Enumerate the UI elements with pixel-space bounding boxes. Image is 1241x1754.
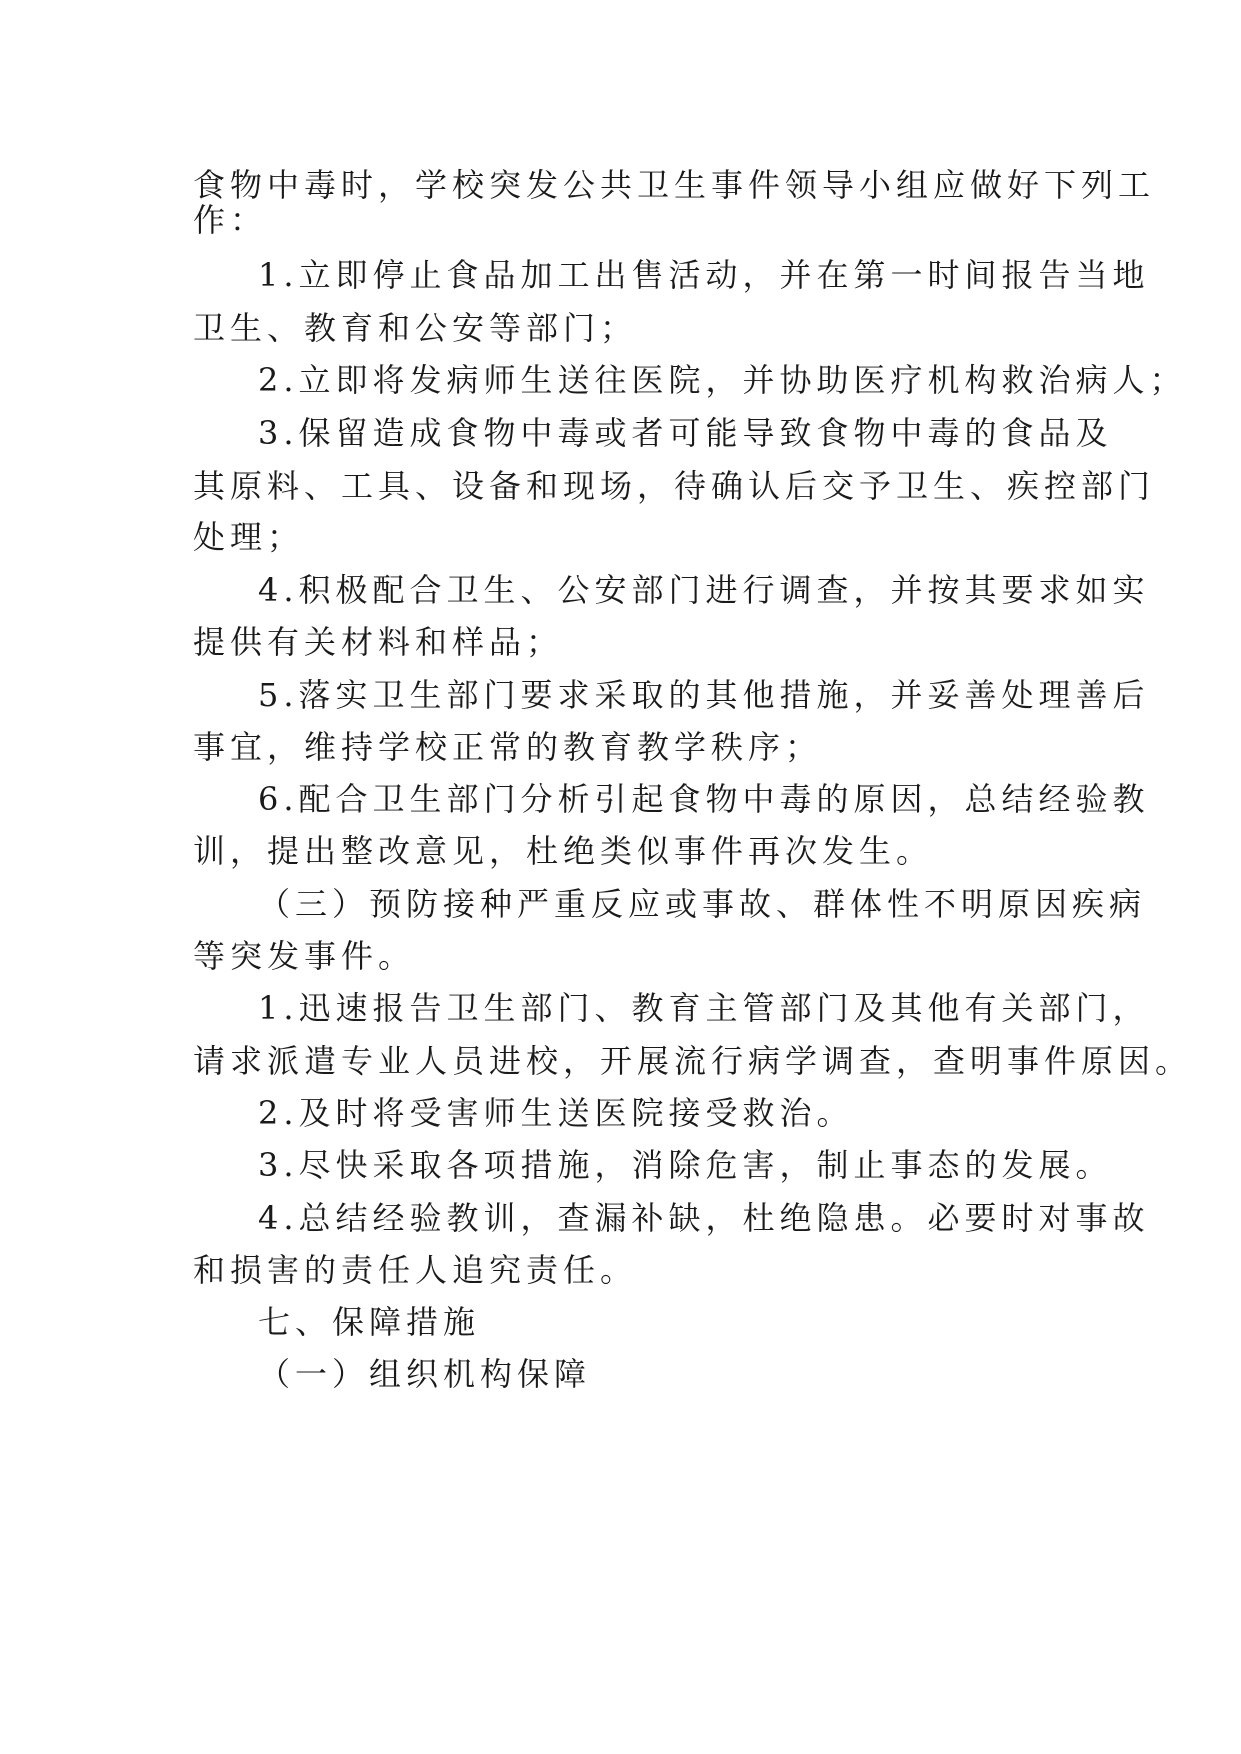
text-line: 等突发事件。: [193, 937, 416, 975]
text-line: 作：: [193, 201, 268, 239]
text-line: 1.迅速报告卫生部门、教育主管部门及其他有关部门，: [258, 989, 1150, 1027]
text-line: 提供有关材料和样品；: [193, 623, 564, 661]
text-line: 处理；: [193, 518, 305, 556]
text-line: 事宜，维持学校正常的教育教学秩序；: [193, 728, 823, 766]
text-line: 2.及时将受害师生送医院接受救治。: [258, 1094, 854, 1132]
section-heading: 七、保障措施: [258, 1303, 481, 1341]
text-line: 1.立即停止食品加工出售活动，并在第一时间报告当地: [258, 256, 1150, 294]
text-line: 卫生、教育和公安等部门；: [193, 309, 638, 347]
text-line: 4.总结经验教训，查漏补缺，杜绝隐患。必要时对事故: [258, 1199, 1150, 1237]
text-line: （三）预防接种严重反应或事故、群体性不明原因疾病: [258, 885, 1147, 923]
text-line: 3.保留造成食物中毒或者可能导致食物中毒的食品及: [258, 414, 1113, 452]
text-line: 5.落实卫生部门要求采取的其他措施，并妥善处理善后: [258, 676, 1150, 714]
text-line: 2.立即将发病师生送往医院，并协助医疗机构救治病人；: [258, 361, 1187, 399]
text-line: 4.积极配合卫生、公安部门进行调查，并按其要求如实: [258, 571, 1150, 609]
text-line: 其原料、工具、设备和现场，待确认后交予卫生、疾控部门: [193, 467, 1156, 505]
text-line: 请求派遣专业人员进校，开展流行病学调查，查明事件原因。: [193, 1042, 1193, 1080]
text-line: 和损害的责任人追究责任。: [193, 1251, 638, 1289]
text-line: 6.配合卫生部门分析引起食物中毒的原因，总结经验教: [258, 780, 1150, 818]
subsection-heading: （一）组织机构保障: [258, 1355, 592, 1393]
text-line: 训，提出整改意见，杜绝类似事件再次发生。: [193, 832, 934, 870]
text-line: 食物中毒时，学校突发公共卫生事件领导小组应做好下列工: [193, 166, 1156, 204]
text-line: 3.尽快采取各项措施，消除危害，制止事态的发展。: [258, 1146, 1113, 1184]
